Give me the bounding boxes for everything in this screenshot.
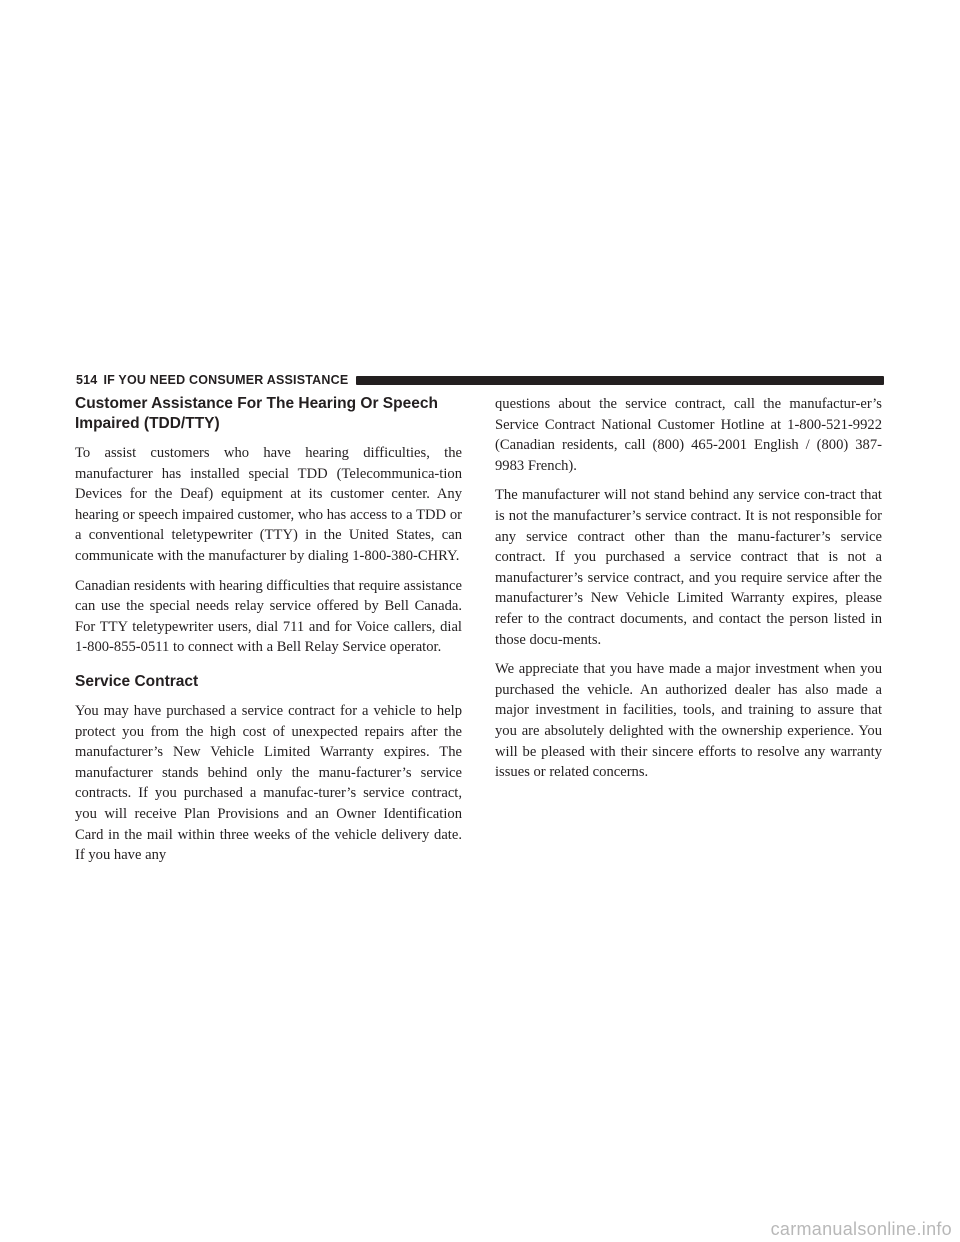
left-column [75,394,462,875]
paragraph-service-contract: You may have purchased a service contract for a vehicle to help protect you from the high cost of unexpected repairs after the manufacturer’s New Vehicle Limited Warranty expires. The manufacturer stands behind only the manu-facturer’s service contracts. If you purchased a manufac-turer’s service contract, you will receive Plan Provisions and an Owner Identification Card in the mail within three weeks of the vehicle delivery date. If you have any [75,702,462,864]
section-heading-tdd-tty: Customer Assistance For The Hearing Or Speech Impaired (TDD/TTY) [75,395,438,432]
header-rule [356,376,884,385]
page-header [76,372,884,388]
section-heading-service-contract: Service Contract [75,672,199,690]
paragraph-tdd-intro: To assist customers who have hearing difficulties, the manufacturer has installed special TDD (Telecommunica-tion Devices for the Deaf) equipment at its customer center. Any hearing or speech impaired customer, who has access to a TDD or a conventional teletypewriter (TTY) in the United States, can communicate with the manufacturer by dialing 1-800-380-CHRY. [75,445,462,564]
paragraph-dealer-investment: We appreciate that you have made a major investment when you purchased the vehicle. An authorized dealer has also made a major investment in facilities, tools, and training to assure that you are absolutely delighted with the ownership experience. You will be pleased with their sincere efforts to resolve any warranty issues or related concerns. [495,661,882,781]
page-number: 514 [76,373,98,387]
watermark: carmanualsonline.info [770,1219,952,1239]
paragraph-non-manufacturer-contract: The manufacturer will not stand behind any service con-tract that is not the manufacturer’s service contract. It is not responsible for any service contract other than the manu-facturer’s service contract. If you purchased a service contract that is not a manufacturer’s service contract, and you require service after the manufacturer’s New Vehicle Limited Warranty expires, please refer to the contract documents, and contact the person listed in those docu-ments. [495,487,882,648]
right-column [495,394,882,792]
paragraph-hotline: questions about the service contract, call the manufactur-er’s Service Contract National Customer Hotline at 1-800-521-9922 (Canadian residents, call (800) 465-2001 English / (800) 387-9983 French). [495,396,882,474]
paragraph-canadian-relay: Canadian residents with hearing difficulties that require assistance can use the special needs relay service offered by Bell Canada. For TTY teletypewriter users, dial 711 and for Voice callers, dial 1-800-855-0511 to connect with a Bell Relay Service operator. [75,577,462,656]
running-head: IF YOU NEED CONSUMER ASSISTANCE [103,373,349,387]
